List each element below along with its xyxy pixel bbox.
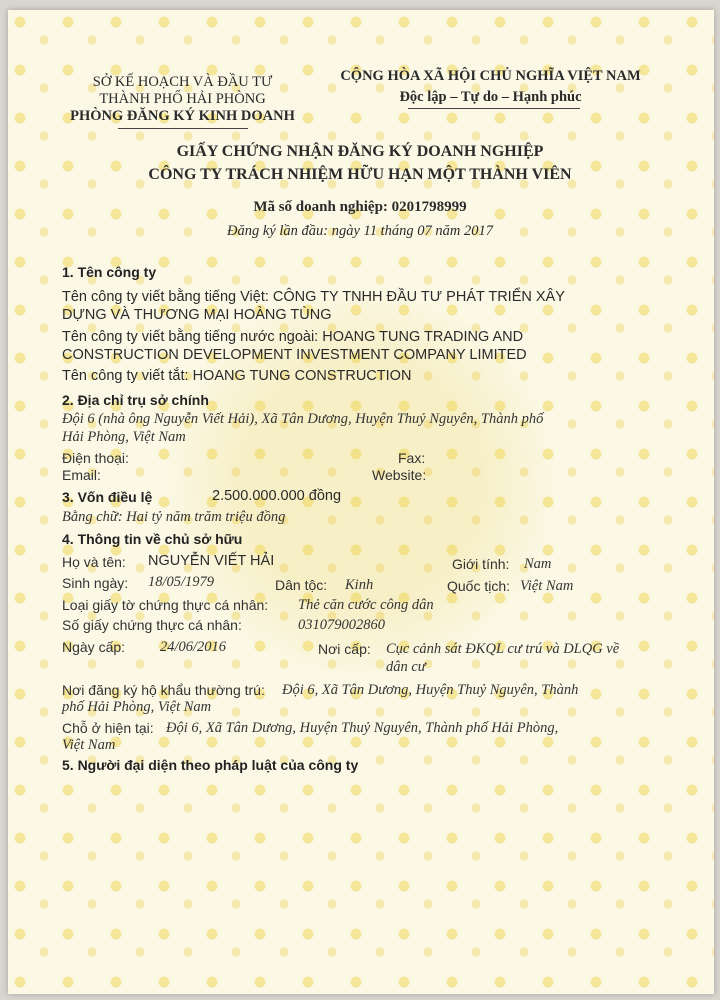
phone-label: Điện thoại: (62, 450, 129, 466)
current-residence-label: Chỗ ở hiện tại: (62, 720, 154, 736)
issue-date-label: Ngày cấp: (62, 639, 126, 655)
issuer-line-3: PHÒNG ĐĂNG KÝ KINH DOANH (70, 108, 295, 124)
issuer-line-1: SỞ KẾ HOẠCH VÀ ĐẦU TƯ (92, 74, 273, 90)
issue-place-line-1: Cục cảnh sát ĐKQL cư trú và DLQG về (386, 641, 620, 657)
issuer-underline (118, 128, 248, 129)
motto-underline (408, 108, 580, 109)
nationality-label: Quốc tịch: (447, 578, 511, 594)
website-label: Website: (372, 467, 427, 483)
section-2-heading: 2. Địa chỉ trụ sở chính (62, 392, 209, 408)
current-residence-line-1: Đội 6, Xã Tân Dương, Huyện Thuỷ Nguyên, Thành phố Hải Phòng, (166, 720, 559, 736)
issue-date-value: 24/06/2016 (160, 639, 227, 655)
fax-label: Fax: (398, 450, 426, 466)
charter-capital-amount: 2.500.000.000 đồng (212, 488, 342, 504)
owner-name-label: Họ và tên: (62, 554, 126, 570)
issue-place-label: Nơi cấp: (318, 641, 371, 657)
issuer-line-2: THÀNH PHỐ HẢI PHÒNG (99, 91, 266, 107)
company-name-foreign-line-2: CONSTRUCTION DEVELOPMENT INVESTMENT COMPANY LIMITED (62, 347, 527, 363)
company-short-name: Tên công ty viết tắt: HOANG TUNG CONSTRUCTION (62, 368, 412, 384)
dob-label: Sinh ngày: (62, 575, 129, 591)
certificate-title: GIẤY CHỨNG NHẬN ĐĂNG KÝ DOANH NGHIỆP (176, 143, 544, 160)
republic-name: CỘNG HÒA XÃ HỘI CHỦ NGHĨA VIỆT NAM (340, 68, 641, 84)
permanent-residence-line-2: phố Hải Phòng, Việt Nam (62, 699, 212, 715)
gender-label: Giới tính: (452, 556, 510, 572)
section-5-heading: 5. Người đại diện theo pháp luật của công ty (62, 757, 359, 773)
head-office-address-line-1: Đội 6 (nhà ông Nguyễn Viết Hải), Xã Tân Dương, Huyện Thuỷ Nguyên, Thành phố (62, 411, 544, 427)
current-residence-line-2: Việt Nam (62, 737, 116, 753)
charter-capital-in-words: Bằng chữ: Hai tỷ năm trăm triệu đồng (62, 509, 286, 525)
national-motto-block (318, 68, 663, 106)
id-type-value: Thẻ căn cước công dân (298, 597, 434, 613)
permanent-residence-label: Nơi đăng ký hộ khẩu thường trú: (62, 682, 265, 698)
section-1-heading: 1. Tên công ty (62, 264, 157, 280)
section-3-heading: 3. Vốn điều lệ (62, 489, 153, 505)
email-label: Email: (62, 467, 101, 483)
tax-code: Mã số doanh nghiệp: 0201798999 (253, 199, 467, 215)
company-name-foreign-line-1: Tên công ty viết bằng tiếng nước ngoài: HOANG TUNG TRADING AND (62, 329, 524, 345)
id-type-label: Loại giấy tờ chứng thực cá nhân: (62, 597, 269, 613)
company-type-title: CÔNG TY TRÁCH NHIỆM HỮU HẠN MỘT THÀNH VIÊN (148, 166, 572, 183)
id-number-label: Số giấy chứng thực cá nhân: (62, 617, 242, 633)
motto: Độc lập – Tự do – Hạnh phúc (399, 89, 582, 105)
issue-place-line-2: dân cư (386, 659, 426, 675)
ethnicity-value: Kinh (345, 577, 374, 593)
first-registration-date: Đăng ký lần đầu: ngày 11 tháng 07 năm 2017 (227, 223, 493, 239)
company-name-vn-line-2: DỰNG VÀ THƯƠNG MẠI HOÀNG TÙNG (62, 307, 332, 323)
section-4-heading: 4. Thông tin về chủ sở hữu (62, 531, 243, 547)
ethnicity-label: Dân tộc: (275, 577, 328, 593)
dob-value: 18/05/1979 (148, 574, 215, 590)
nationality-value: Việt Nam (520, 578, 574, 594)
head-office-address-line-2: Hải Phòng, Việt Nam (62, 429, 186, 445)
issuer-block (55, 74, 310, 125)
gender-value: Nam (524, 556, 552, 572)
permanent-residence-line-1: Đội 6, Xã Tân Dương, Huyện Thuỷ Nguyên, Thành (282, 682, 579, 698)
id-number-value: 031079002860 (298, 617, 385, 633)
company-name-vn-line-1: Tên công ty viết bằng tiếng Việt: CÔNG TY TNHH ĐẦU TƯ PHÁT TRIỂN XÂY (62, 289, 565, 305)
owner-name-value: NGUYỄN VIẾT HẢI (148, 553, 275, 569)
